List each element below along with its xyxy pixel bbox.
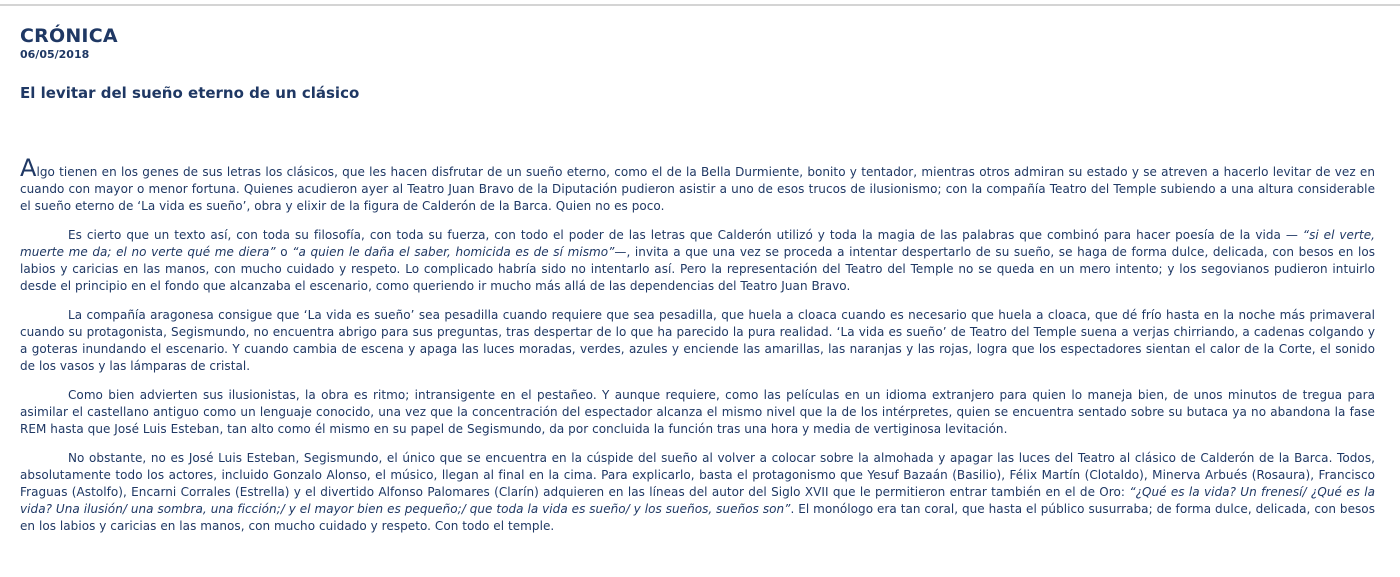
paragraph-5-text-before: No obstante, no es José Luis Esteban, Segismundo, el único que se encuentra en la cúspide del sueño al volver a colocar sobre la almohada y apagar las luces del Teatro al clásico de Calderón de la Barca. Todos, absolutamente todo los actores, incluido Gonzalo Alonso, el músico, llegan al final en la cima. Para explicarlo, basta el protagonismo que Yesuf Bazaán (Basilio), Félix Martín (Clotaldo), Minerva Arbués (Rosaura), Francisco Fraguas (Astolfo), Encarni Corrales (Estrella) y el divertido Alfonso Palomares (Clarín) adquieren en las líneas del autor del Siglo XVII que le permitieron entrar también en el de Oro:	[20, 451, 1375, 499]
paragraph-5	[20, 450, 1375, 535]
article-date: 06/05/2018	[20, 48, 90, 61]
paragraph-3-text: La compañía aragonesa consigue que ‘La vida es sueño’ sea pesadilla cuando requiere que sea pesadilla, que huela a cloaca cuando es necesario que huela a cloaca, que dé frío hasta en la noche más primaveral cuando su protagonista, Segismundo, no encuentra abrigo para sus preguntas, tras despertar de lo que ha parecido la pura realidad. ‘La vida es sueño’ de Teatro del Temple suena a verjas chirriando, a cadenas colgando y a goteras inundando el escenario. Y cuando cambia de escena y apaga las luces moradas, verdes, azules y enciende las amarillas, las naranjas y las rojas, logra que los espectadores sientan el calor de la Corte, el sonido de los vasos y las lámparas de cristal.	[20, 308, 1375, 373]
paragraph-3	[20, 307, 1375, 375]
paragraph-4-text: Como bien advierten sus ilusionistas, la obra es ritmo; intransigente en el pestañeo. Y aunque requiere, como las películas en un idioma extranjero para quien lo maneja bien, de unos minutos de tregua para asimilar el castellano antiguo como un lenguaje conocido, una vez que la concentración del espectador alcanza el mismo nivel que la de los intérpretes, quien se encuentra sentado sobre su butaca ya no abandona la fase REM hasta que José Luis Esteban, tan alto como él mismo en su papel de Segismundo, da por concluida la función tras una hora y media de vertiginosa levitación.	[20, 388, 1375, 436]
article-headline: El levitar del sueño eterno de un clásico	[20, 84, 360, 102]
paragraph-2-text-before: Es cierto que un texto así, con toda su filosofía, con toda su fuerza, con todo el poder de las letras que Calderón utilizó y toda la magia de las palabras que combinó para hacer poesía de la vida —	[68, 228, 1303, 242]
paragraph-2-text-after: —, invita a que una vez se proceda a intentar despertarlo de su sueño, se haga de forma dulce, delicada, con besos en los labios y caricias en las manos, con mucho cuidado y respeto. Lo complicado habría sido no intentarlo así. Pero la representación del Teatro del Temple no se queda en un mero intento; y los segovianos pudieron intuirlo desde el principio en el fondo que alcanzaba el escenario, como queriendo ir mucho más allá de las dependencias del Teatro Juan Bravo.	[20, 245, 1376, 293]
paragraph-2-quote-1: “si el verte, muerte me da; el no verte qué me diera”	[20, 228, 1375, 259]
section-title: CRÓNICA	[20, 25, 118, 47]
paragraph-4	[20, 387, 1375, 438]
top-rule	[0, 4, 1400, 6]
article-header	[20, 25, 118, 62]
article-body	[20, 154, 1376, 535]
paragraph-5-quote: “¿Qué es la vida? Un frenesí/ ¿Qué es la vida? Una ilusión/ una sombra, una ficción;/ y el mayor bien es pequeño;/ que toda la vida es sueño/ y los sueños, sueños son”	[20, 485, 1376, 516]
paragraph-2-quote-2: “a quien le daña el saber, homicida es de sí mismo”	[292, 245, 615, 259]
paragraph-1-text: lgo tienen en los genes de sus letras los clásicos, que les hacen disfrutar de un sueño eterno, como el de la Bella Durmiente, bonito y tentador, mientras otros admiran su estado y se atreven a hacerlo levitar de vez en cuando con mayor o menor fortuna. Quienes acudieron ayer al Teatro Juan Bravo de la Diputación pudieron asistir a uno de esos trucos de ilusionismo; con la compañía Teatro del Temple subiendo a una altura considerable el sueño eterno de ‘La vida es sueño’, obra y elixir de la figura de Calderón de la Barca. Quien no es poco.	[20, 165, 1375, 213]
paragraph-2-text-middle: o	[275, 245, 293, 259]
drop-cap: A	[20, 154, 37, 182]
paragraph-2	[20, 227, 1375, 295]
paragraph-1	[20, 154, 1375, 215]
paragraph-5-text-after: . El monólogo era tan coral, que hasta el público susurraba; de forma dulce, delicada, con besos en los labios y caricias en las manos, con mucho cuidado y respeto. Con todo el temple.	[20, 502, 1375, 533]
